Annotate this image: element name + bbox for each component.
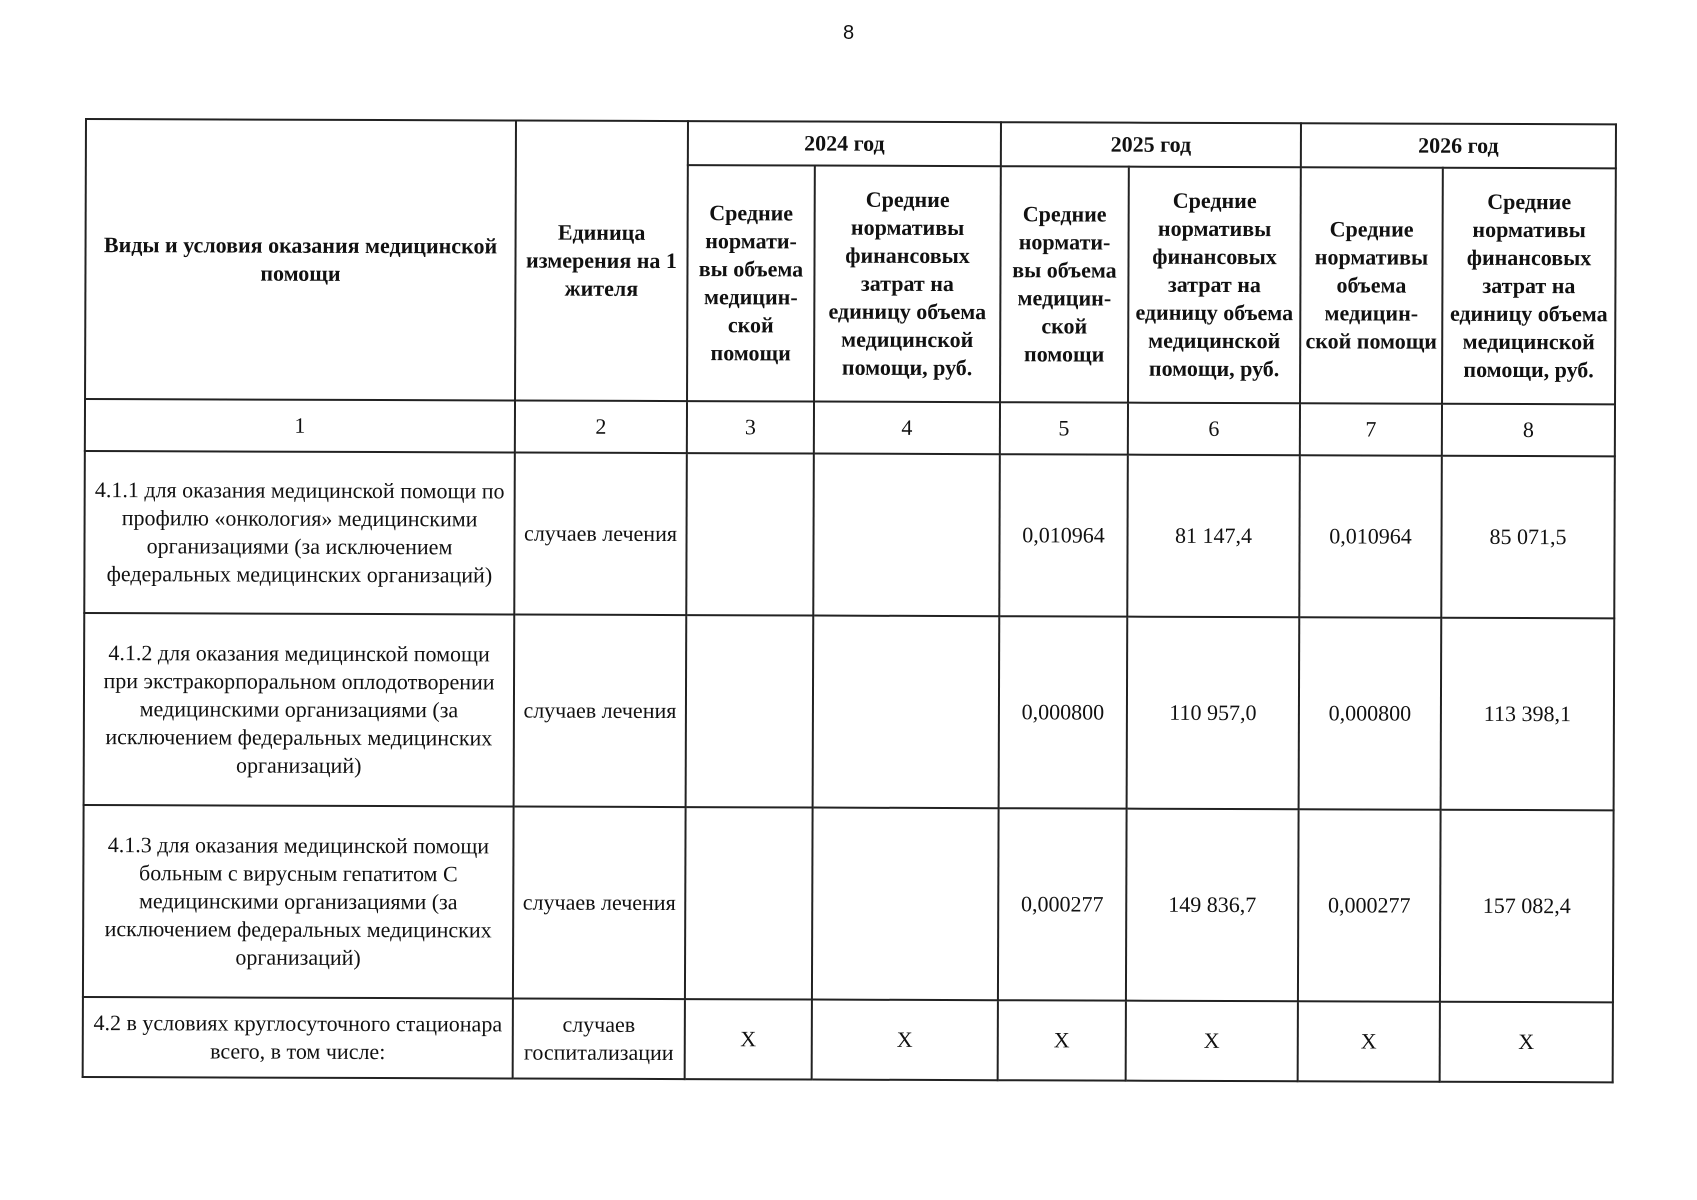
- header-2026-cost: Средние нормативы финансовых затрат на единицу объема медицинской помощи, руб.: [1442, 168, 1616, 405]
- header-2024-cost: Средние нормативы финансовых затрат на единицу объема медицинской помощи, руб.: [814, 166, 1001, 403]
- header-2026-volume: Средние нормативы объема медицин-ской помощи: [1300, 167, 1443, 403]
- row-unit: случаев госпитализации: [513, 998, 685, 1079]
- row-description: 4.1.1 для оказания медицинской помощи по профилю «онкология» медицинскими организациями (за исключением федеральных медицинских организаций): [84, 451, 515, 615]
- header-year-2024: 2024 год: [688, 121, 1001, 166]
- row-2025-volume: 0,000800: [999, 616, 1128, 808]
- column-numbers-row: [85, 399, 1615, 456]
- row-2026-cost: Х: [1440, 1002, 1613, 1083]
- row-2026-cost: 113 398,1: [1441, 618, 1615, 811]
- row-unit: случаев лечения: [513, 807, 686, 1000]
- header-types-of-care: Виды и условия оказания медицинской помощи: [85, 119, 516, 400]
- row-description: 4.2 в условиях круглосуточного стационара всего, в том числе:: [83, 997, 513, 1079]
- header-unit: Единица измерения на 1 жителя: [515, 121, 688, 402]
- column-number: 2: [515, 401, 687, 454]
- row-2024-cost: [812, 808, 999, 1001]
- row-2024-cost: [813, 454, 1000, 617]
- header-2025-volume: Средние нормати-вы объема медицин-ской помощи: [1000, 166, 1129, 402]
- column-number: 1: [85, 399, 515, 453]
- header-year-2026: 2026 год: [1301, 123, 1616, 168]
- norms-table: [82, 118, 1617, 1083]
- header-2025-cost: Средние нормативы финансовых затрат на единицу объема медицинской помощи, руб.: [1128, 167, 1301, 404]
- table-row: [84, 451, 1615, 618]
- header-row-years: [86, 119, 1616, 168]
- row-2025-volume: 0,000277: [998, 808, 1127, 1000]
- column-number: 5: [1000, 402, 1128, 454]
- row-2025-cost: Х: [1126, 1001, 1298, 1082]
- column-number: 6: [1128, 403, 1300, 456]
- table-row: [83, 997, 1613, 1082]
- row-description: 4.1.3 для оказания медицинской помощи больным с вирусным гепатитом С медицинскими организациями (за исключением федеральных медицинских организаций): [83, 805, 514, 998]
- row-2026-volume: 0,010964: [1299, 455, 1442, 617]
- row-2024-volume: [686, 453, 814, 615]
- row-2025-cost: 149 836,7: [1126, 809, 1299, 1002]
- column-number: 7: [1300, 403, 1442, 455]
- row-2024-cost: Х: [812, 1000, 998, 1081]
- column-number: 8: [1442, 404, 1615, 457]
- row-2025-cost: 110 957,0: [1127, 617, 1300, 810]
- row-2026-cost: 157 082,4: [1440, 810, 1614, 1003]
- column-number: 3: [687, 401, 814, 453]
- column-number: 4: [814, 402, 1000, 455]
- header-year-2025: 2025 год: [1001, 122, 1301, 167]
- row-2024-volume: [686, 615, 814, 807]
- row-2025-volume: 0,010964: [999, 454, 1128, 616]
- header-2024-volume: Средние нормати-вы объема медицин-ской помощи: [687, 165, 815, 401]
- table-row: [83, 805, 1614, 1002]
- row-2026-volume: 0,000277: [1298, 809, 1441, 1001]
- row-unit: случаев лечения: [514, 453, 687, 616]
- row-2025-volume: Х: [998, 1000, 1126, 1080]
- row-unit: случаев лечения: [514, 615, 687, 808]
- page-number: 8: [842, 22, 855, 44]
- table-row: [84, 613, 1615, 810]
- row-2024-volume: Х: [685, 999, 812, 1079]
- row-2024-cost: [813, 616, 1000, 809]
- row-2024-volume: [685, 807, 813, 999]
- row-2026-volume: Х: [1298, 1001, 1440, 1081]
- row-2025-cost: 81 147,4: [1127, 455, 1300, 618]
- row-description: 4.1.2 для оказания медицинской помощи при экстракорпоральном оплодотворении медицинскими организациями (за исключением федеральных медицинских организаций): [84, 613, 515, 806]
- row-2026-volume: 0,000800: [1299, 617, 1442, 809]
- row-2026-cost: 85 071,5: [1441, 456, 1615, 619]
